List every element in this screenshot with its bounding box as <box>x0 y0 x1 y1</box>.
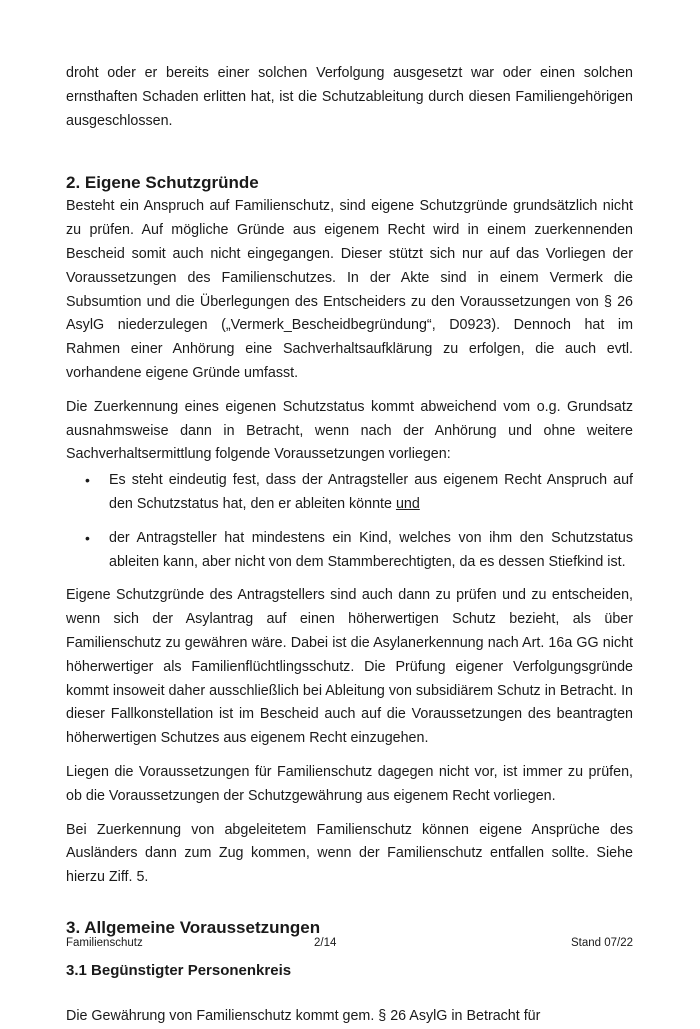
footer-version: Stand 07/22 <box>570 937 633 949</box>
intro-paragraph: droht oder er bereits einer solchen Verfolgung ausgesetzt war oder einen solchen ernsthaften Schaden erlitten hat, ist die Schutzableitung durch diesen Familiengehörigen ausgeschlossen. <box>66 65 633 129</box>
list-item <box>66 527 633 575</box>
footer-title: Familienschutz <box>66 937 143 949</box>
bullet-text: Es steht eindeutig fest, dass der Antragsteller aus eigenem Recht Anspruch auf den Schutzstatus hat, den er ableiten könnte <box>109 472 633 512</box>
page-footer <box>66 937 633 955</box>
section-2-heading: 2. Eigene Schutzgründe <box>66 173 259 193</box>
section-3-heading: 3. Allgemeine Voraussetzungen <box>66 917 321 937</box>
bullet-conjunction: und <box>395 495 420 512</box>
bullet-list <box>66 469 633 574</box>
bullet-icon: • <box>85 472 90 489</box>
list-item <box>66 469 633 517</box>
bullet-text: der Antragsteller hat mindestens ein Kind, welches von ihm den Schutzstatus ableiten kann, aber nicht von dem Stammberechtigten, da es dessen Stiefkind ist. <box>109 529 633 570</box>
section-3-1-heading: 3.1 Begünstigter Personenkreis <box>66 961 292 979</box>
page-number: 2/14 <box>314 937 337 949</box>
bullet-icon: • <box>85 529 90 546</box>
section-2-paragraph-2: Die Zuerkennung eines eigenen Schutzstatus kommt abweichend vom o.g. Grundsatz ausnahmsweise dann in Betracht, wenn nach der Anhörung und ohne weitere Sachverhaltsermittlung folgende Voraussetzungen vorliegen: <box>66 398 633 463</box>
section-2-paragraph-1: Besteht ein Anspruch auf Familienschutz, sind eigene Schutzgründe grundsätzlich nicht zu prüfen. Auf mögliche Gründe aus eigenem Recht wird in einem zuerkennenden Bescheid somit auch nicht eingegangen. Dieser stützt sich nur auf das Vorliegen der Voraussetzungen des Familienschutzes. In der Akte sind in einem Vermerk die Subsumtion und die Überlegungen des Entscheiders zu den Voraussetzungen von § 26 AsylG niederzulegen („Vermerk_Bescheidbegründung“, D0923). Dennoch hat im Rahmen einer Anhörung eine Sachverhaltsaufklärung zu erfolgen, die auch evtl. vorhandene eigene Gründe umfasst. <box>66 198 633 381</box>
section-2-paragraph-4: Liegen die Voraussetzungen für Familienschutz dagegen nicht vor, ist immer zu prüfen, ob die Voraussetzungen der Schutzgewährung aus eigenem Recht vorliegen. <box>66 763 633 804</box>
document-body <box>66 62 633 1029</box>
section-3-paragraph-1: Die Gewährung von Familienschutz kommt gem. § 26 AsylG in Betracht für <box>66 1007 541 1024</box>
section-2-paragraph-5: Bei Zuerkennung von abgeleitetem Familienschutz können eigene Ansprüche des Ausländers dann zum Zug kommen, wenn der Familienschutz entfallen sollte. Siehe hierzu Ziff. 5. <box>66 821 633 886</box>
section-2-paragraph-3: Eigene Schutzgründe des Antragstellers sind auch dann zu prüfen und zu entscheiden, wenn sich der Asylantrag auf einen höherwertigen Schutz bezieht, als über Familienschutz zu gewähren wäre. Dabei ist die Asylanerkennung nach Art. 16a GG nicht höherwertiger als Familienflüchtlingsschutz. Die Prüfung eigener Verfolgungsgründe kommt insoweit daher ausschließlich bei Ableitung von subsidiärem Schutz in Betracht. In dieser Fallkonstellation ist im Bescheid auch auf die Voraussetzungen des beantragten höherwertigen Schutzes aus eigenem Recht einzugehen. <box>66 587 633 747</box>
